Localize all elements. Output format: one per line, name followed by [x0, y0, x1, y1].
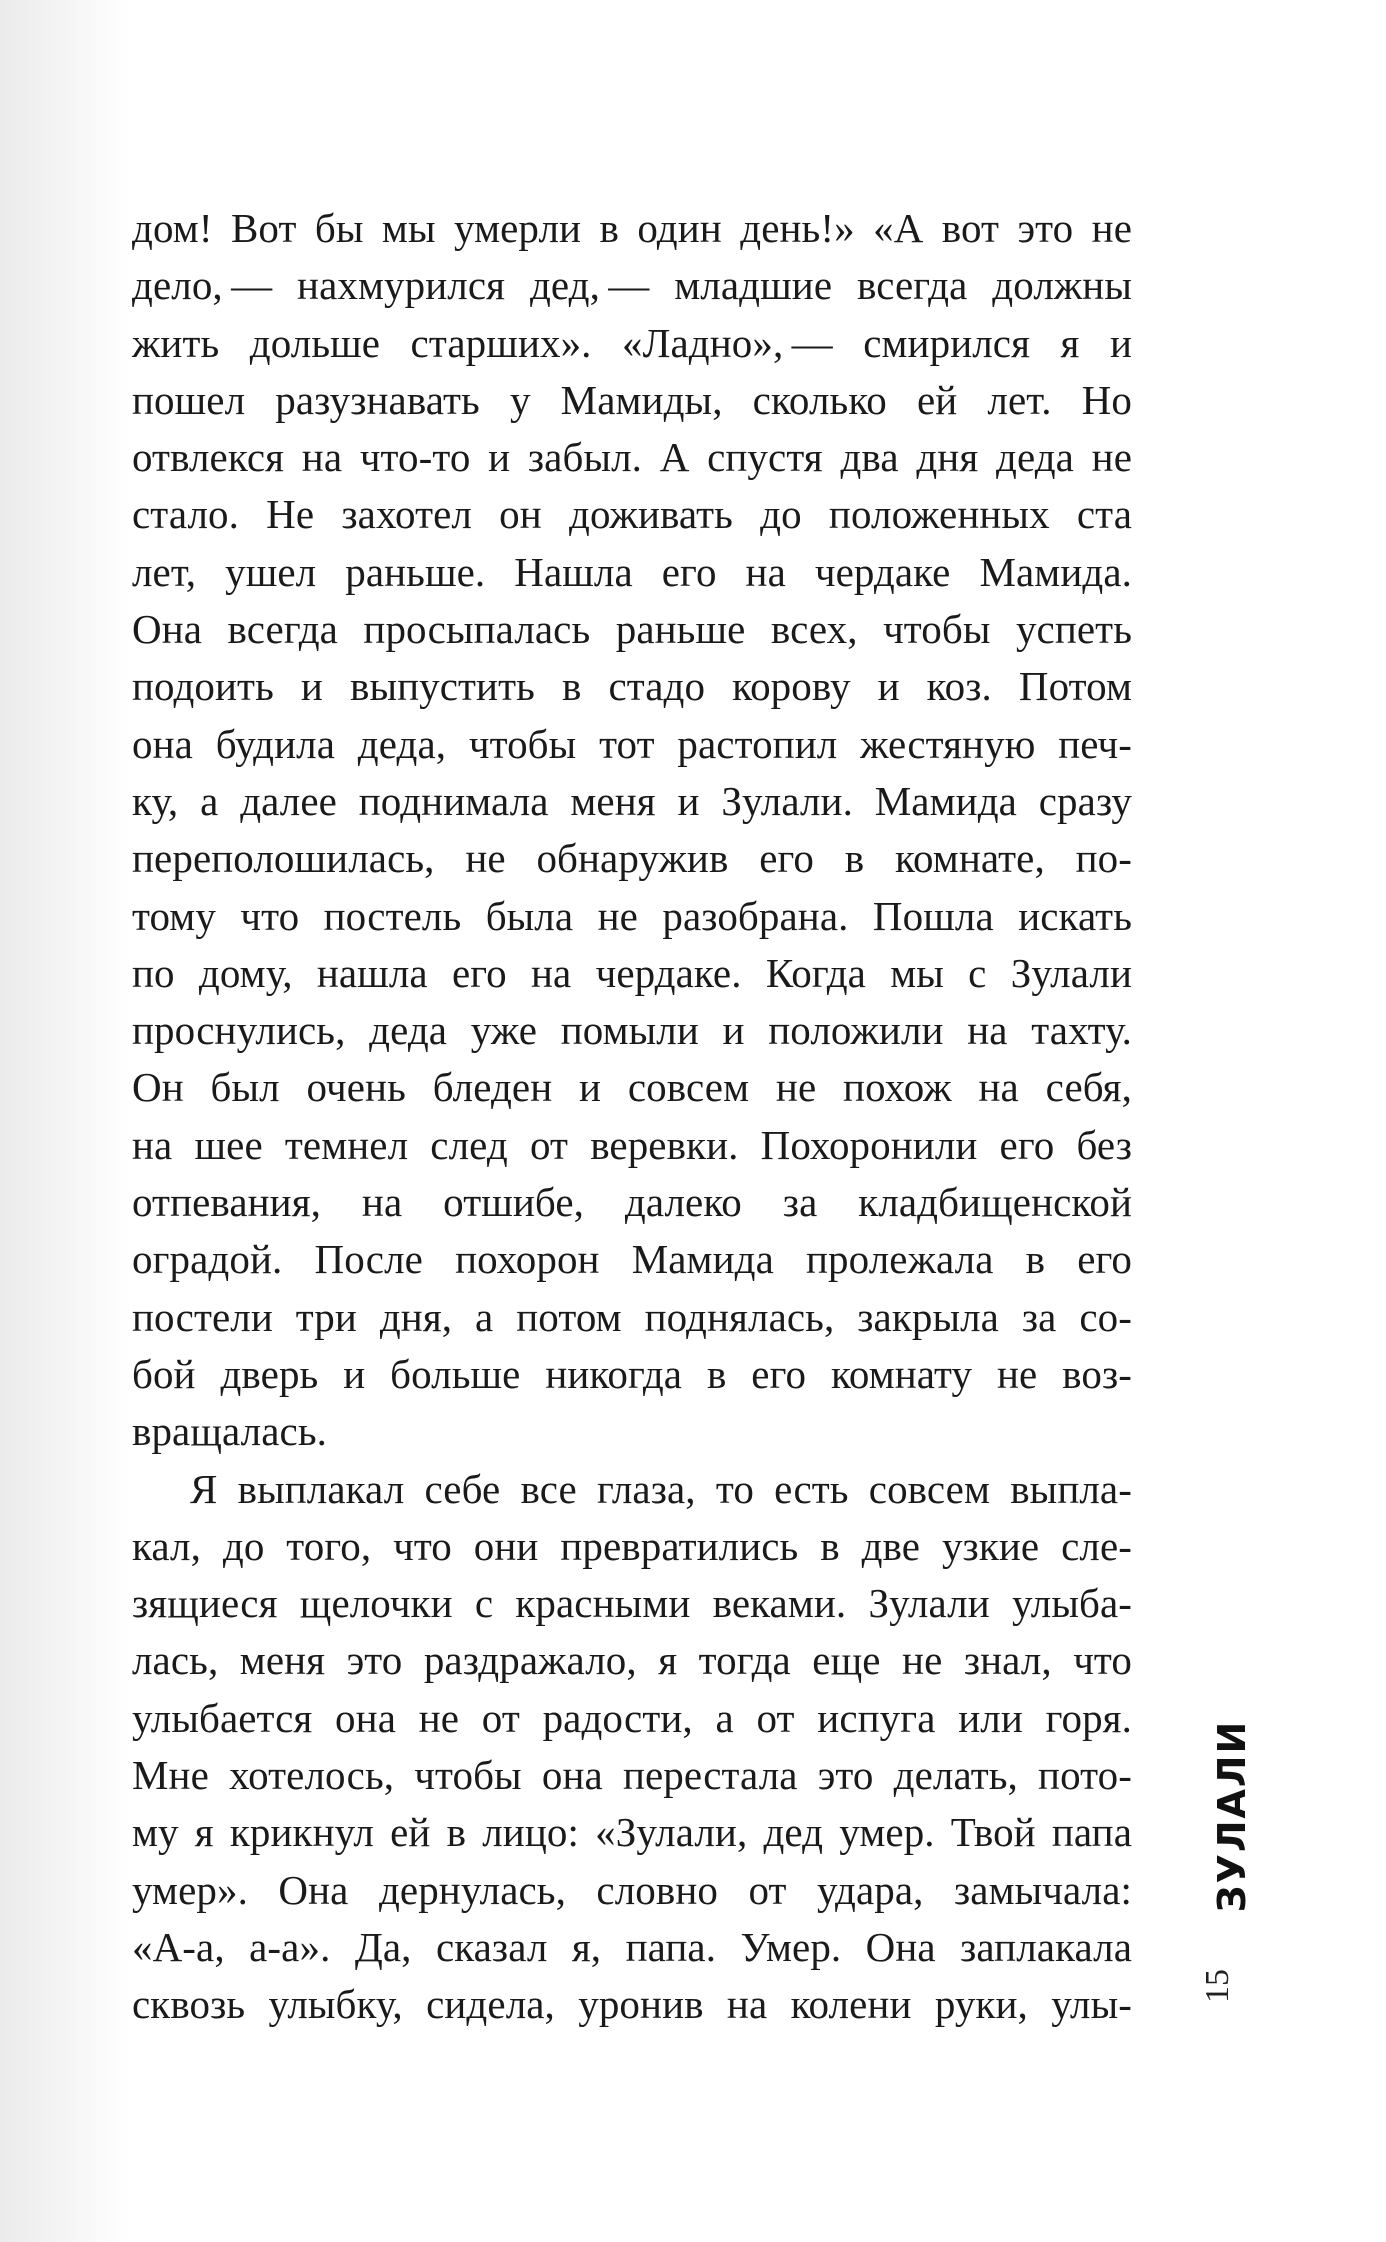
text-line: кал, до того, что они превратились в две узкие сле-: [132, 1522, 1132, 1569]
running-title-vertical: ЗУЛАЛИ: [1210, 1719, 1254, 1913]
text-line: Я выплакал себе все глаза, то есть совсем выпла-: [190, 1465, 1132, 1512]
page-spine-shadow: [0, 0, 132, 2242]
text-line: лась, меня это раздражало, я тогда еще не знал, что: [132, 1637, 1132, 1684]
text-line: сквозь улыбку, сидела, уронив на колени руки, улы-: [132, 1981, 1132, 2028]
text-line: подоить и выпустить в стадо корову и коз. Потом: [132, 663, 1132, 710]
text-line: дом! Вот бы мы умерли в один день!» «А вот это не: [132, 205, 1132, 251]
text-line: дело, — нахмурился дед, — младшие всегда должны: [132, 262, 1132, 309]
text-line: умер». Она дернулась, словно от удара, замычала:: [132, 1866, 1132, 1913]
text-line: жить дольше старших». «Ладно», — смирился я и: [132, 319, 1132, 366]
text-line: тому что постель была не разобрана. Пошла искать: [132, 892, 1132, 939]
text-line: Мне хотелось, чтобы она перестала это делать, пото-: [132, 1752, 1132, 1799]
text-line: зящиеся щелочки с красными веками. Зулали улыба-: [132, 1580, 1132, 1627]
text-line: ку, а далее поднимала меня и Зулали. Мамида сразу: [132, 777, 1132, 824]
text-line: му я крикнул ей в лицо: «Зулали, дед умер. Твой папа: [132, 1809, 1132, 1856]
text-line: улыбается она не от радости, а от испуга или горя.: [132, 1694, 1132, 1741]
text-line: по дому, нашла его на чердаке. Когда мы с Зулали: [132, 949, 1132, 996]
text-line: она будила деда, чтобы тот растопил жестяную печ-: [132, 720, 1132, 767]
text-line: оградой. После похорон Мамида пролежала в его: [132, 1236, 1132, 1283]
text-line: отпевания, на отшибе, далеко за кладбищенской: [132, 1179, 1132, 1226]
text-line: стало. Не захотел он доживать до положенных ста: [132, 491, 1132, 538]
text-line: постели три дня, а потом поднялась, закрыла за со-: [132, 1293, 1132, 1340]
text-line: переполошилась, не обнаружив его в комнате, по-: [132, 835, 1132, 882]
text-line: «А-а, а-а». Да, сказал я, папа. Умер. Она заплакала: [132, 1923, 1132, 1970]
text-line: проснулись, деда уже помыли и положили на тахту.: [132, 1007, 1132, 1054]
page-number: 15: [1199, 1969, 1236, 2003]
text-line: Она всегда просыпалась раньше всех, чтобы успеть: [132, 606, 1132, 653]
paragraph-2: [132, 1461, 1132, 2034]
text-line: Он был очень бледен и совсем не похож на себя,: [132, 1064, 1132, 1111]
text-line: бой дверь и больше никогда в его комнату не воз-: [132, 1350, 1132, 1397]
text-line: лет, ушел раньше. Нашла его на чердаке Мамида.: [132, 548, 1132, 595]
main-text: [132, 200, 1132, 2034]
text-line: пошел разузнавать у Мамиды, сколько ей лет. Но: [132, 376, 1132, 423]
text-line: отвлекся на что-то и забыл. А спустя два дня деда не: [132, 434, 1132, 481]
text-line: на шее темнел след от веревки. Похоронили его без: [132, 1121, 1132, 1168]
paragraph-1: [132, 200, 1132, 1461]
text-line: вращалась.: [132, 1408, 327, 1455]
